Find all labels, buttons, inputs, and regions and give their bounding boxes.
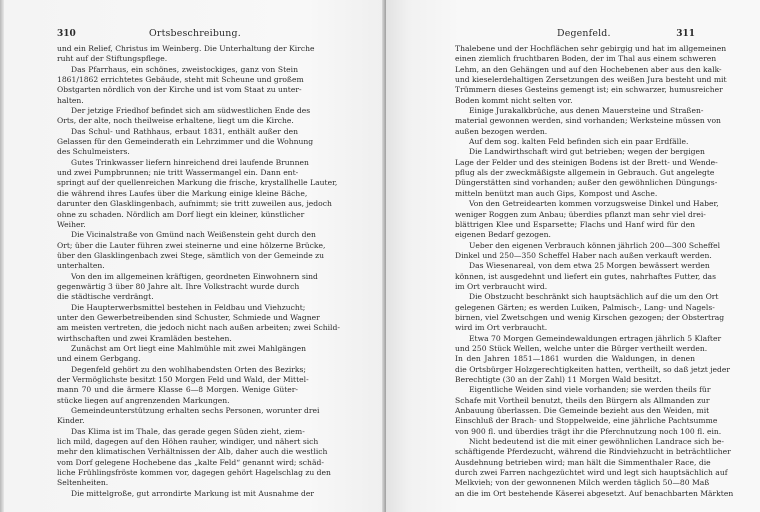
- text-line: Ausdehnung betrieben wird; man hält die Simmenthaler Race, die: [455, 457, 711, 467]
- text-line: Thalebene und der Hochflächen sehr gebirgig und hat im allgemeinen: [455, 44, 727, 53]
- text-line: lich mild, dagegen auf den Höhen rauher, windiger, und nähert sich: [57, 437, 319, 447]
- page-number: 310: [57, 29, 76, 39]
- text-line: Trümmern dieses Gesteins gemengt ist; ein schwarzer, humusreicher: [455, 85, 723, 95]
- text-line: darunter den Glasklingenbach, aufnimmt; sie tritt zuweilen aus, jedoch: [57, 199, 332, 209]
- paragraph-first-line: Gutes Trinkwasser liefern hinreichend drei laufende Brunnen: [71, 157, 309, 167]
- text-line: Anbauung überlassen. Die Gemeinde bezieht aus den Weiden, mit: [455, 406, 710, 416]
- paragraph-first-line: Von den Getreidearten kommen vorzugsweise Dinkel und Haber,: [469, 199, 719, 209]
- text-line: mehr den klimatischen Verhältnissen der Alb, daher auch die westlich: [57, 447, 328, 457]
- paragraph-first-line: Ueber den eigenen Verbrauch können jährlich 200—300 Scheffel: [469, 240, 721, 250]
- text-line: Lehm, an den Gehängen und auf den Hochebenen aber aus den kalk-: [455, 64, 722, 74]
- text-line: blättrigen Klee und Esparsette; Flachs und Hanf wird für den: [455, 219, 695, 229]
- text-line: außen bezogen werden.: [455, 126, 548, 136]
- text-line: und ein Relief, Christus im Weinberg. Die Unterhaltung der Kirche: [57, 44, 315, 53]
- text-line: die Ortsbürger Holzgerechtigkeiten hatten, vertheilt, so daß jetzt jeder: [455, 364, 731, 374]
- paragraph-first-line: Von den im allgemeinen kräftigen, geordneten Einwohnern sind: [71, 271, 318, 281]
- paragraph-first-line: Die Obstzucht beschränkt sich hauptsächlich auf die um den Ort: [469, 292, 719, 302]
- text-line: Ort; über die Lauter führen zwei steinerne und eine hölzerne Brücke,: [57, 240, 326, 250]
- paragraph-first-line: Die Vicinalstraße von Gmünd nach Weißenstein geht durch den: [71, 230, 316, 240]
- text-line: Lage der Felder und des steinigen Bodens ist der Brett- und Wende-: [455, 157, 718, 167]
- text-line: unter den Gewerbetreibenden sind Schuster, Schmiede und Wagner: [57, 312, 320, 322]
- text-line: können, ist ausgedehnt und liefert ein gutes, nahrhaftes Futter, das: [455, 271, 716, 281]
- text-line: gegenwärtig 3 über 80 Jahre alt. Ihre Volkstracht wurde durch: [57, 281, 300, 291]
- text-line: der Vermöglichste besitzt 150 Morgen Feld und Wald, der Mittel-: [57, 375, 309, 384]
- paragraph-first-line: Das Schul- und Rathhaus, erbaut 1831, enthält außer den: [71, 126, 298, 136]
- text-line: wirthschaften und zwei Kramläden bestehen.: [57, 333, 232, 343]
- right-page-header: [455, 28, 695, 40]
- paragraph-first-line: Zunächst am Ort liegt eine Mahlmühle mit zwei Mahlgängen: [71, 343, 306, 353]
- text-line: ohne zu schaden. Nördlich am Dorf liegt ein kleiner, künstlicher: [57, 209, 305, 219]
- text-line: Orts, der alte, noch theilweise erhaltene, liegt um die Kirche.: [57, 116, 294, 126]
- text-line: mitteln benützt man auch Gips, Kompost und Asche.: [455, 188, 658, 198]
- text-line: material gewonnen werden, sind vorhanden; Werksteine müssen von: [455, 116, 721, 126]
- running-title: Ortsbeschreibung.: [149, 28, 241, 39]
- text-line: Einschluß der Brach- und Stoppelweide, eine jährliche Pachtsumme: [455, 416, 718, 426]
- paragraph-first-line: Das Klima ist im Thale, das gerade gegen Süden zieht, ziem-: [71, 426, 305, 436]
- text-line: Kinder.: [57, 416, 85, 426]
- right-page: [386, 0, 760, 512]
- paragraph-first-line: Die mittelgroße, gut arrondirte Markung ist mit Ausnahme der: [71, 488, 315, 498]
- text-line: Seltenheiten.: [57, 478, 109, 488]
- text-line: die städtische verdrängt.: [57, 292, 154, 302]
- text-line: vom Dorf gelegene Hochebene das „kalte Feld“ genannt wird; schäd-: [57, 457, 324, 467]
- text-line: ruht auf der Stiftungspflege.: [57, 54, 168, 64]
- text-line: des Schulmeisters.: [57, 147, 130, 157]
- text-line: und zwei Pumpbrunnen; nie tritt Wassermangel ein. Dann ent-: [57, 168, 299, 178]
- text-line: an die im Ort bestehende Käserei abgesetzt. Auf benachbarten Märkten: [455, 488, 734, 498]
- text-line: im Ort verbraucht wird.: [455, 281, 548, 291]
- text-line: und kieselerdehaltigen Zersetzungen des weißen Jura besteht und mit: [455, 75, 727, 85]
- text-line: unterhalten.: [57, 261, 105, 271]
- text-line: pflug als der zweckmäßigste allgemein in Gebrauch. Gut angelegte: [455, 168, 715, 178]
- text-line: 1861/1862 errichtetes Gebäude, steht mit Scheune und großem: [57, 75, 304, 85]
- text-line: wird im Ort verbraucht.: [455, 323, 548, 333]
- text-line: liche Frühlingsfröste kommen vor, dagegen gehört Hagelschlag zu den: [57, 468, 331, 478]
- left-page-header: [57, 28, 298, 40]
- text-line: In den Jahren 1851—1861 wurden die Waldungen, in denen: [455, 354, 695, 364]
- text-line: birnen, viel Zwetschgen und wenig Kirschen gezogen; der Obstertrag: [455, 312, 725, 322]
- text-line: durch zwei Farren nachgezüchtet wird und legt sich hauptsächlich auf: [455, 468, 728, 478]
- paragraph-first-line: Der jetzige Friedhof befindet sich am südwestlichen Ende des: [71, 106, 311, 116]
- text-line: und einem Gerbgang.: [57, 354, 141, 364]
- text-line: mann 70 und die ärmere Klasse 6—8 Morgen. Wenige Güter-: [57, 385, 298, 395]
- paragraph-first-line: Die Haupterwerbsmittel bestehen in Feldbau und Viehzucht;: [71, 302, 306, 312]
- text-line: von 900 fl. und überdies trägt ihr die Pferchnutzung noch 100 fl. ein.: [455, 426, 722, 436]
- text-line: gelegenen Gärten; es werden Luiken, Palmisch-, Lang- und Nagels-: [455, 302, 715, 312]
- paragraph-first-line: Das Pfarrhaus, ein schönes, zweistockiges, ganz von Stein: [71, 64, 298, 74]
- paragraph-first-line: Eigentliche Weiden sind viele vorhanden; sie werden theils für: [469, 385, 711, 395]
- text-line: Gelassen für den Gemeinderath ein Lehrzimmer und die Wohnung: [57, 137, 314, 147]
- page-number: 311: [676, 29, 695, 39]
- paragraph-first-line: Degenfeld gehört zu den wohlhabendsten Orten des Bezirks;: [71, 364, 306, 374]
- text-line: schäftigende Pferdezucht, während die Rindviehzucht in beträchtlicher: [455, 447, 731, 457]
- text-line: Düngerstätten sind vorhanden; außer den gewöhnlichen Düngungs-: [455, 178, 718, 188]
- text-line: Melkvieh; von der gewonnenen Milch werden täglich 50—80 Maß: [455, 478, 710, 488]
- paragraph-first-line: Das Wiesenareal, von dem etwa 25 Morgen bewässert werden: [469, 261, 710, 271]
- text-line: die während ihres Laufes über die Markung einige kleine Bäche,: [57, 188, 308, 198]
- paragraph-first-line: Einige Jurakalkbrüche, aus denen Mauersteine und Straßen-: [469, 106, 704, 116]
- text-line: weniger Roggen zum Anbau; überdies pflanzt man sehr viel drei-: [455, 209, 706, 219]
- text-line: über den Glasklingenbach zwei Stege, sämtlich von der Gemeinde zu: [57, 250, 325, 260]
- text-line: am meisten vertreten, die jedoch nicht nach außen arbeiten; zwei Schild-: [57, 323, 340, 333]
- paragraph-first-line: Auf dem sog. kalten Feld befinden sich ein paar Erdfälle.: [469, 137, 689, 147]
- text-line: springt auf der quellenreichen Markung die frische, krystallhelle Lauter,: [57, 178, 338, 188]
- text-line: eigenen Bedarf gezogen.: [455, 230, 551, 240]
- paragraph-first-line: Etwa 70 Morgen Gemeindewaldungen ertragen jährlich 5 Klafter: [469, 333, 722, 343]
- text-line: einen ziemlich fruchtbaren Boden, der im Thal aus einem schweren: [455, 54, 717, 64]
- text-line: Obstgarten nördlich von der Kirche und ist vom Staat zu unter-: [57, 85, 302, 95]
- paragraph-first-line: Die Landwirthschaft wird gut betrieben; wegen der bergigen: [469, 147, 705, 157]
- text-line: Dinkel und 250—350 Scheffel Haber nach außen verkauft werden.: [455, 250, 712, 260]
- paragraph-first-line: Gemeindeunterstützung erhalten sechs Personen, worunter drei: [71, 406, 320, 416]
- text-line: und 250 Stück Wellen, welche unter die Bürger vertheilt werden.: [455, 343, 708, 353]
- text-line: Schafe mit Vortheil benutzt, theils den Bürgern als Allmanden zur: [455, 395, 710, 405]
- text-line: Weiher.: [57, 219, 86, 229]
- running-title: Degenfeld.: [557, 28, 611, 39]
- left-page-body: [57, 44, 340, 499]
- text-line: Berechtigte (30 an der Zahl) 11 Morgen Wald besitzt.: [455, 375, 662, 384]
- text-line: stücke liegen auf angrenzenden Markungen.: [57, 395, 230, 405]
- right-page-body: [455, 44, 734, 499]
- paragraph-first-line: Nicht bedeutend ist die mit einer gewöhnlichen Landrace sich be-: [469, 437, 724, 447]
- left-page: [4, 0, 382, 512]
- text-line: Boden kommt nicht selten vor.: [455, 95, 573, 105]
- text-line: halten.: [57, 95, 84, 105]
